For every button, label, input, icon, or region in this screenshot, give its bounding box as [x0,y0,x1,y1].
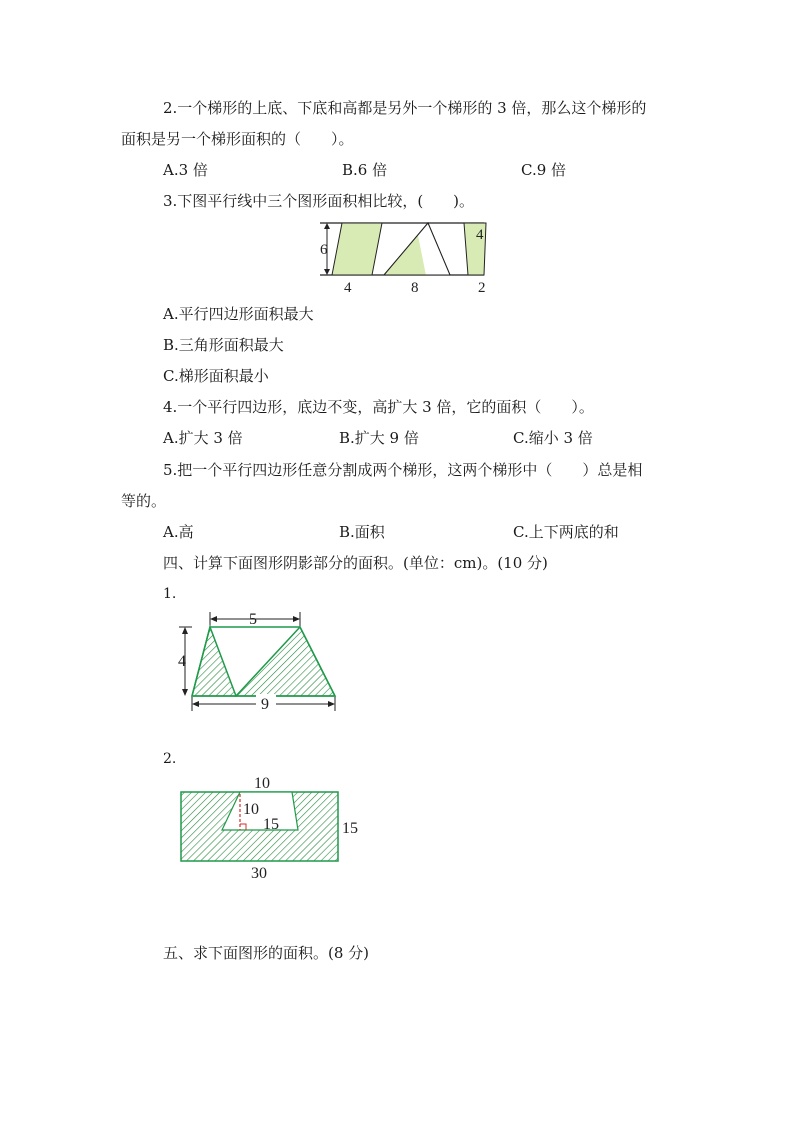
p1-bottom-label: 9 [261,696,269,713]
p2-height-label: 10 [243,801,259,818]
q3-bottom-label-3: 2 [478,280,486,296]
q2-option-c: C.9 倍 [521,161,567,179]
q5-stem-line2: 等的。 [121,492,167,510]
p1-top-label: 5 [249,611,257,628]
q2-stem-line1: 2.一个梯形的上底、下底和高都是另外一个梯形的 3 倍，那么这个梯形的 [163,99,647,117]
section4-title: 四、计算下面图形阴影部分的面积。(单位：cm)。(10 分) [163,554,548,572]
section4-problem1-number: 1. [163,586,177,602]
section4-problem1-figure [176,608,341,716]
q5-stem-line1: 5.把一个平行四边形任意分割成两个梯形，这两个梯形中（ ）总是相 [163,461,643,479]
p1-shaded-left-triangle [192,627,236,696]
q2-option-a: A.3 倍 [163,161,208,179]
q3-figure [316,218,488,296]
q4-option-a: A.扩大 3 倍 [163,429,243,447]
q5-option-b: B.面积 [339,523,385,541]
q3-stem: 3.下图平行线中三个图形面积相比较，( )。 [163,192,475,210]
p2-bottom-label: 15 [263,816,279,833]
q3-parallelogram [332,223,382,275]
q3-option-a: A.平行四边形面积最大 [163,305,314,323]
q3-bottom-label-1: 4 [344,280,352,296]
section4-problem2-figure [176,772,366,884]
q2-stem-line2: 面积是另一个梯形面积的（ ）。 [121,130,354,148]
q5-option-c: C.上下两底的和 [513,523,619,541]
q3-option-b: B.三角形面积最大 [163,336,284,354]
q2-option-b: B.6 倍 [342,161,388,179]
section4-problem2-number: 2. [163,751,177,767]
q3-bottom-label-2: 8 [411,280,419,296]
p2-side-label: 15 [342,820,358,837]
p1-height-label: 4 [178,653,186,670]
p1-shaded-right-triangle [236,627,335,696]
q3-option-c: C.梯形面积最小 [163,367,269,385]
q3-height-label: 6 [320,242,328,258]
q5-option-a: A.高 [163,523,194,541]
q4-option-c: C.缩小 3 倍 [513,429,593,447]
section5-title: 五、求下面图形的面积。(8 分) [163,944,370,962]
q4-option-b: B.扩大 9 倍 [339,429,419,447]
q4-stem: 4.一个平行四边形，底边不变，高扩大 3 倍，它的面积（ ）。 [163,398,594,416]
q3-top-label: 4 [476,227,484,243]
p2-width-label: 30 [251,865,267,882]
p2-top-label: 10 [254,775,270,792]
